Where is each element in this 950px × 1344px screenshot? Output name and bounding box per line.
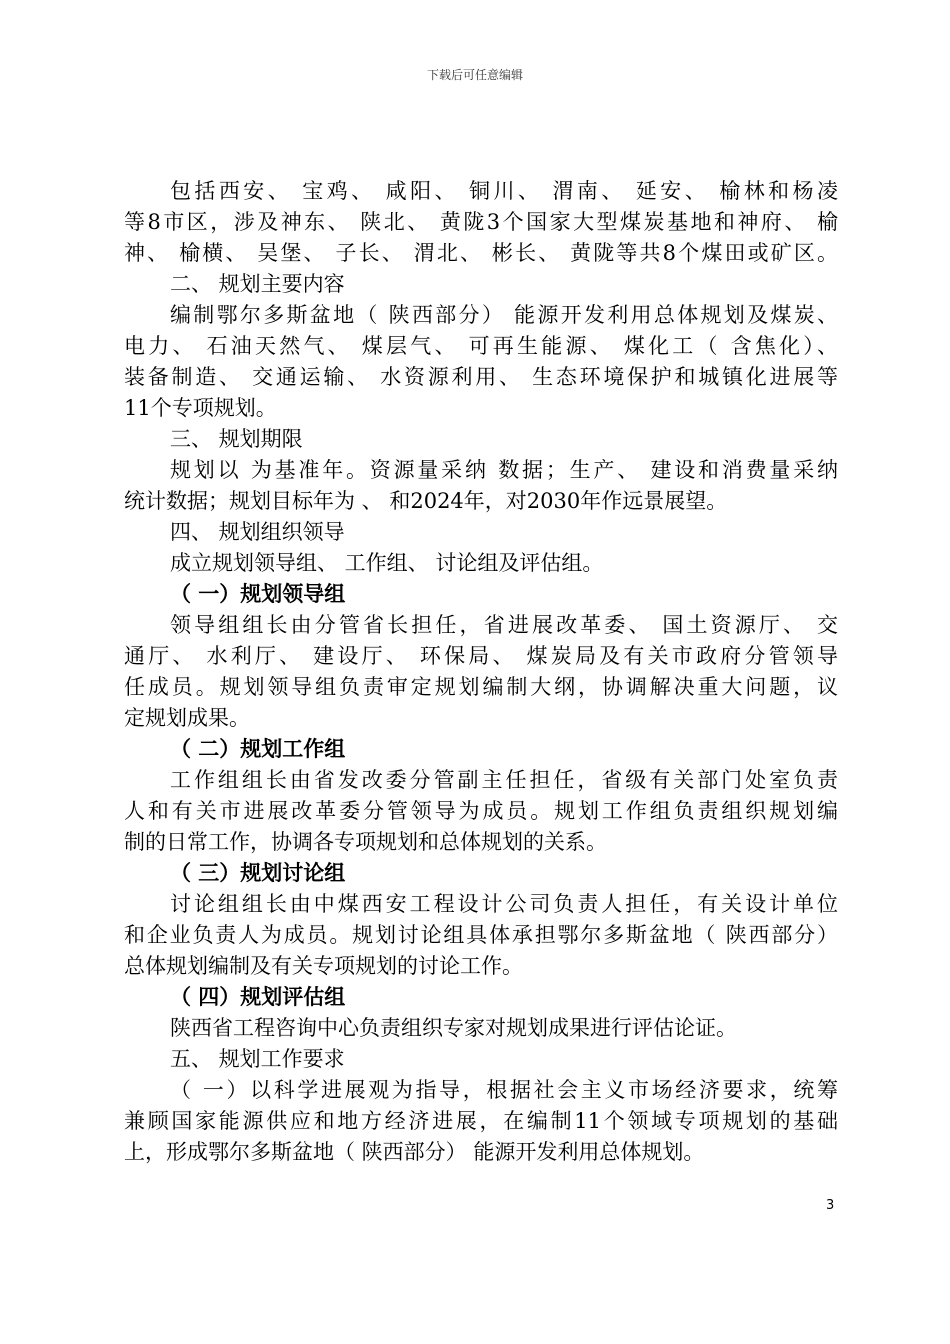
paragraph-line: 定规划成果。 xyxy=(124,706,250,730)
paragraph-line: 制的日常工作，协调各专项规划和总体规划的关系。 xyxy=(124,830,607,854)
paragraph-line: 等8市区，涉及神东、 陕北、 黄陇3个国家大型煤炭基地和神府、 榆 xyxy=(124,210,838,234)
paragraph-line: 规划以 为基准年。资源量采纳 数据；生产、 建设和消费量采纳 xyxy=(170,458,838,482)
section-heading: 三、 规划期限 xyxy=(170,427,303,451)
subsection-heading: （ 四）规划评估组 xyxy=(170,985,346,1009)
paragraph-line: 兼顾国家能源供应和地方经济进展，在编制11个领域专项规划的基础 xyxy=(124,1109,838,1133)
paragraph-line: 上，形成鄂尔多斯盆地（ 陕西部分） 能源开发利用总体规划。 xyxy=(124,1140,705,1164)
paragraph-line: 电力、 石油天然气、 煤层气、 可再生能源、 煤化工（ 含焦化）、 xyxy=(124,334,838,358)
paragraph-line: 总体规划编制及有关专项规划的讨论工作。 xyxy=(124,954,523,978)
paragraph-line: 通厅、 水利厅、 建设厅、 环保局、 煤炭局及有关市政府分管领导 xyxy=(124,644,838,668)
page-header: 下载后可任意编辑 xyxy=(426,68,523,82)
subsection-heading: （ 二）规划工作组 xyxy=(170,737,346,761)
paragraph-line: 讨论组组长由中煤西安工程设计公司负责人担任，有关设计单位 xyxy=(170,892,838,916)
section-heading: 二、 规划主要内容 xyxy=(170,272,345,296)
paragraph-line: 工作组组长由省发改委分管副主任担任，省级有关部门处室负责 xyxy=(170,768,838,792)
paragraph-line: 领导组组长由分管省长担任，省进展改革委、 国土资源厅、 交 xyxy=(170,613,838,637)
paragraph-line: 统计数据；规划目标年为 、 和2024年，对2030年作远景展望。 xyxy=(124,489,728,513)
subsection-heading: （ 一）规划领导组 xyxy=(170,582,346,606)
paragraph-line: 任成员。规划领导组负责审定规划编制大纲，协调解决重大问题，议 xyxy=(124,675,838,699)
paragraph-line: 神、 榆横、 吴堡、 子长、 渭北、 彬长、 黄陇等共8个煤田或矿区。 xyxy=(124,241,838,265)
section-heading: 五、 规划工作要求 xyxy=(170,1047,345,1071)
document-body xyxy=(124,176,838,1168)
page-number: 3 xyxy=(826,1198,835,1213)
paragraph-line: 人和有关市进展改革委分管领导为成员。规划工作组负责组织规划编 xyxy=(124,799,838,823)
paragraph-line: 装备制造、 交通运输、 水资源利用、 生态环境保护和城镇化进展等 xyxy=(124,365,838,389)
paragraph-line: 陕西省工程咨询中心负责组织专家对规划成果进行评估论证。 xyxy=(170,1016,737,1040)
paragraph-line: 和企业负责人为成员。规划讨论组具体承担鄂尔多斯盆地（ 陕西部分） xyxy=(124,923,838,947)
paragraph-line: 编制鄂尔多斯盆地（ 陕西部分） 能源开发利用总体规划及煤炭、 xyxy=(170,303,838,327)
paragraph-line: 包括西安、 宝鸡、 咸阳、 铜川、 渭南、 延安、 榆林和杨凌 xyxy=(170,179,838,203)
section-heading: 四、 规划组织领导 xyxy=(170,520,345,544)
subsection-heading: （ 三）规划讨论组 xyxy=(170,861,346,885)
paragraph-line: 11个专项规划。 xyxy=(124,396,277,420)
paragraph-line: 成立规划领导组、 工作组、 讨论组及评估组。 xyxy=(170,551,604,575)
paragraph-line: （ 一）以科学进展观为指导，根据社会主义市场经济要求，统筹 xyxy=(170,1078,838,1102)
